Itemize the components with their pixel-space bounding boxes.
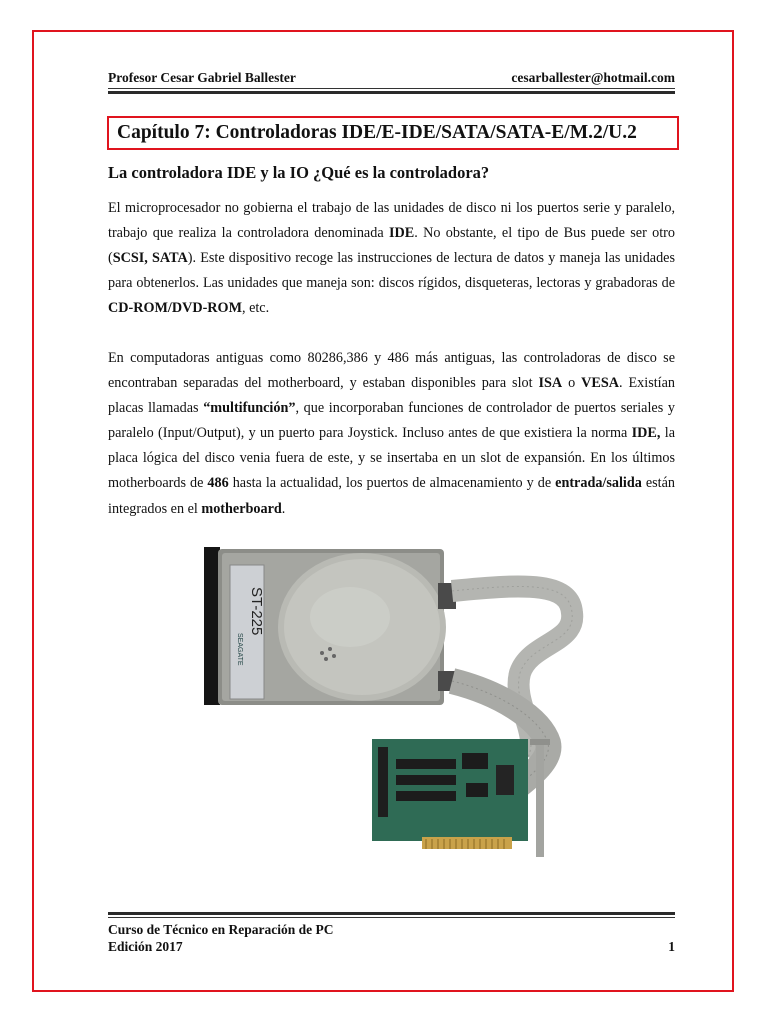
header-author: Profesor Cesar Gabriel Ballester <box>108 70 296 85</box>
section-subtitle: La controladora IDE y la IO ¿Qué es la controladora? <box>108 163 490 182</box>
text-run: la placa lógica del disco venia fuera de este, y se insertaba en un slot de expansión. En los últimos motherboards de <box>108 425 675 492</box>
header-rule-thin <box>108 88 675 89</box>
text-run: o <box>562 375 582 392</box>
text-run: . Existían placas llamadas <box>108 375 676 417</box>
text-run: , etc. <box>241 300 270 317</box>
bold-term: ISA <box>538 375 563 392</box>
paragraph-1 <box>108 196 675 321</box>
bold-term: SCSI, SATA <box>112 250 188 267</box>
card-bracket <box>536 741 544 857</box>
drive-bezel <box>204 547 220 705</box>
text-run: ). Este dispositivo recoge las instrucciones de lectura de datos y maneja las unidades para obtenerlos. Las unidades que maneja son: discos rígidos, disqueteras, lectoras y grabadoras de <box>108 250 675 292</box>
text-run: El microprocesador no gobierna el trabajo de las unidades de disco ni los puertos serie y paralelo, trabajo que realiza la controladora denominada <box>108 200 675 242</box>
footer-course: Curso de Técnico en Reparación de PC <box>108 922 334 937</box>
footer-rule-thick <box>108 912 675 915</box>
text-run: . <box>281 500 286 517</box>
bold-term: “multifunción” <box>203 400 296 417</box>
footer-rule-thin <box>108 917 675 918</box>
paragraph-2 <box>108 346 675 522</box>
header-rule-thick <box>108 91 675 94</box>
header-email: cesarballester@hotmail.com <box>511 70 675 85</box>
page-header <box>108 68 675 88</box>
photo-illustration <box>200 543 590 863</box>
text-run: , que incorporaban funciones de controlador de puertos seriales y paralelo (Input/Output), y un puerto para Joystick. Incluso antes de que existiera la norma <box>108 400 675 442</box>
hard-drive-and-controller-photo <box>200 543 590 863</box>
text-run: están integrados en el <box>108 475 676 517</box>
bold-term: entrada/salida <box>555 475 642 492</box>
bold-term: motherboard <box>201 500 282 517</box>
bold-term: VESA <box>581 375 620 392</box>
text-run: En computadoras antiguas como 80286,386 y 486 más antiguas, las controladoras de disco se encontraban separadas del motherboard, y estaban disponibles para slot <box>108 350 675 392</box>
bold-term: CD-ROM/DVD-ROM <box>108 300 242 317</box>
text-run: hasta la actualidad, los puertos de almacenamiento y de <box>228 475 556 492</box>
footer-edition: Edición 2017 <box>108 939 183 954</box>
page-footer <box>108 921 675 955</box>
page-number: 1 <box>668 939 675 954</box>
text-run: . No obstante, el tipo de Bus puede ser otro ( <box>108 225 675 267</box>
drive-model-label: ST-225 <box>248 587 265 636</box>
bold-term: IDE <box>388 225 415 242</box>
chapter-title: Capítulo 7: Controladoras IDE/E-IDE/SATA/SATA-E/M.2/U.2 <box>107 116 679 150</box>
bold-term: IDE, <box>631 425 661 442</box>
drive-brand-label: SEAGATE <box>236 633 243 666</box>
bold-term: 486 <box>207 475 229 492</box>
